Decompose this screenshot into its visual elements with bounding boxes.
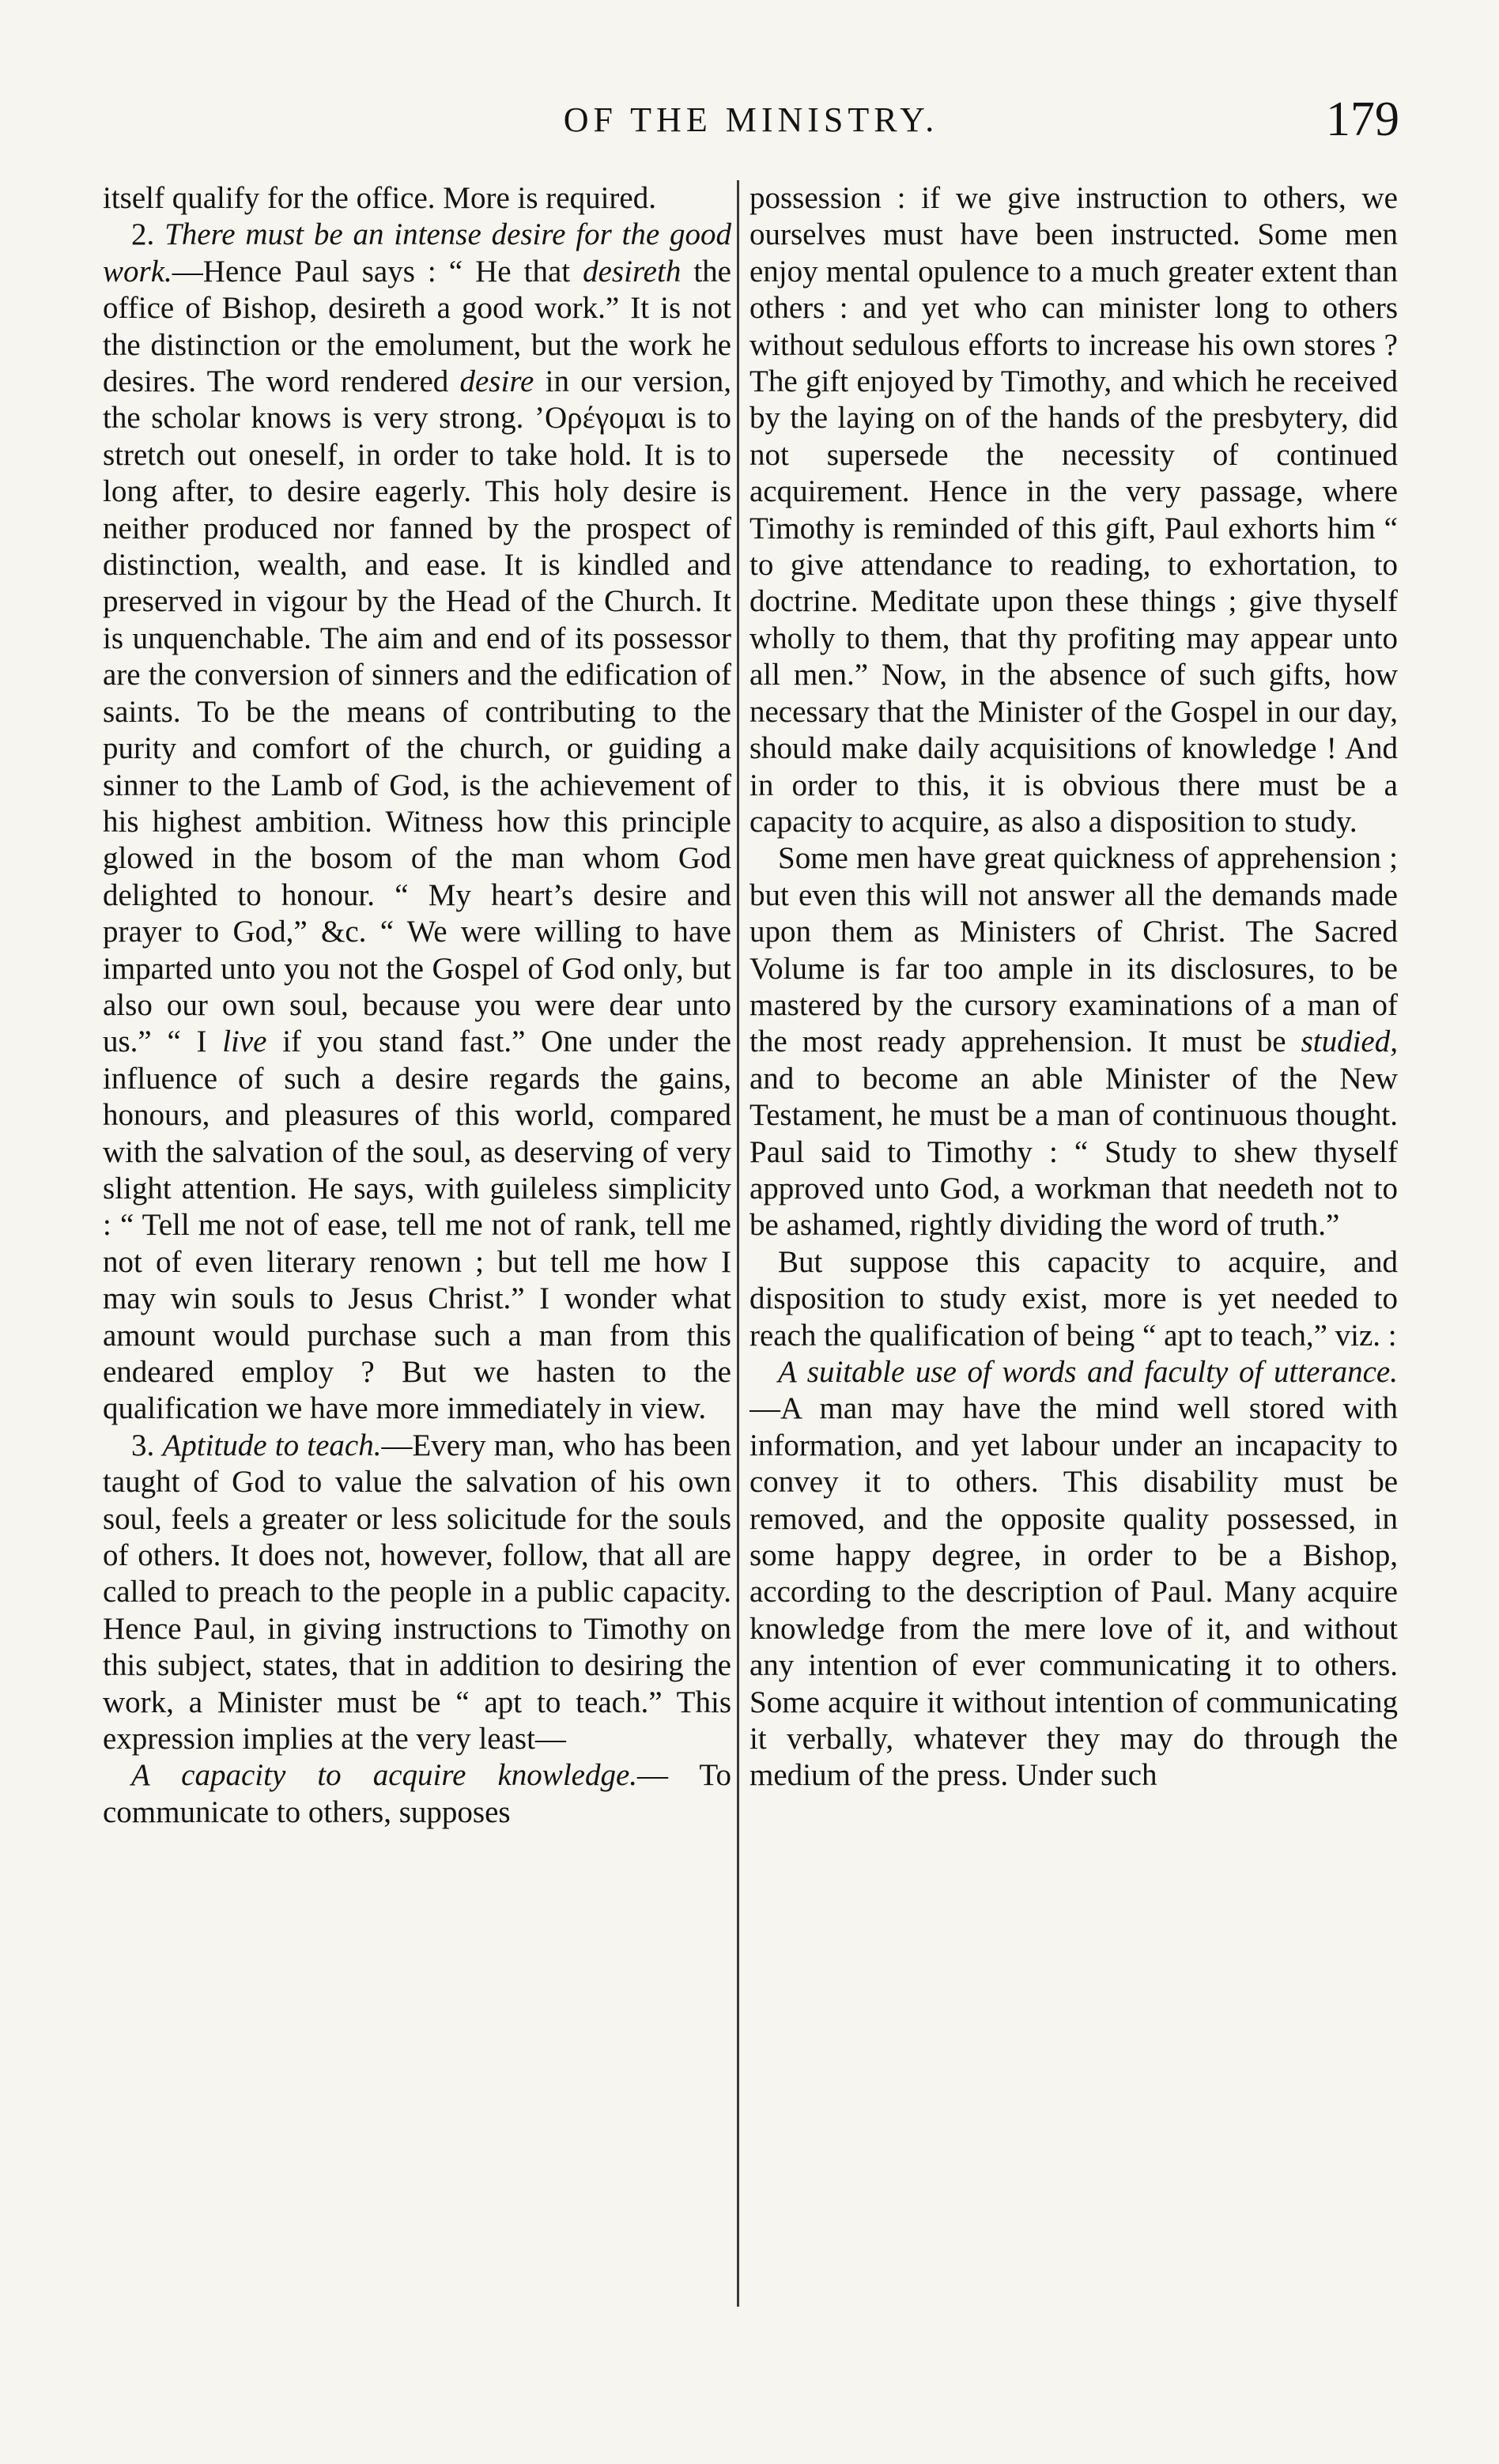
text-run: —Every man, who has been taught of God to value the salvation of his own soul, feels a greater or less solicitude for the souls of others. It does not, however, follow, that all are called to preach to the people in a public capacity. Hence Paul, in giving instructions to Timothy on this subject, states, that in addition to desiring the work, a Minister must be “ apt to teach.” This expression implies at the very least— <box>103 1428 731 1756</box>
section-heading: Aptitude to teach. <box>162 1428 382 1462</box>
left-column <box>103 180 731 2330</box>
text-run: —Hence Paul says : “ He that <box>172 254 583 289</box>
text-run: possession : if we give instruction to others, we ourselves must have been instructed. Some men enjoy mental opulence to a much greater extent than others : and yet who can minister long to others without sedulous efforts to increase his own stores ? The gift enjoyed by Timothy, and which he received by the laying on of the hands of the presbytery, did not supersede the necessity of continued acquirement. Hence in the very passage, where Timothy is reminded of this gift, Paul exhorts him “ to give attendance to reading, to exhortation, to doctrine. Meditate upon these things ; give thyself wholly to them, that thy profiting may appear unto all men.” Now, in the absence of such gifts, how necessary that the Minister of the Gospel in our day, should make daily acquisitions of knowledge ! And in order to this, it is obvious there must be a capacity to acquire, as also a disposition to study. <box>750 181 1398 839</box>
paragraph <box>750 1244 1398 1354</box>
right-column <box>750 180 1398 2330</box>
text-run: — To communicate to others, supposes <box>103 1758 731 1829</box>
running-title: OF THE MINISTRY. <box>563 100 939 139</box>
section-number: 3. <box>131 1428 155 1462</box>
paragraph <box>750 1354 1398 1794</box>
column-divider <box>737 180 739 2307</box>
emphasis: studied, <box>1301 1024 1398 1059</box>
emphasis: live <box>222 1024 267 1059</box>
text-run: and to become an able Minister of the New Testament, he must be a man of continuous thought. Paul said to Timothy : “ Study to shew thyself approved unto God, a workman that needeth not to be ashamed, rightly dividing the word of truth.” <box>750 1061 1398 1243</box>
text-run: —A man may have the mind well stored with information, and yet labour under an incapacity to convey it to others. This disability must be removed, and the opposite quality possessed, in some happy degree, in order to be a Bishop, according to the description of Paul. Many acquire knowledge from the mere love of it, and without any intention of ever communicating it to others. Some acquire it without intention of communicating it verbally, whatever they may do through the medium of the press. Under such <box>750 1391 1398 1793</box>
paragraph <box>103 217 731 1427</box>
text-run: itself qualify for the office. More is required. <box>103 181 656 215</box>
text-run: if you stand fast.” One under the influence of such a desire regards the gains, honours, and pleasures of this world, compared with the salvation of the soul, as deserving of very slight attention. He says, with guileless simplicity : “ Tell me not of ease, tell me not of rank, tell me not of even literary renown ; but tell me how I may win souls to Jesus Christ.” I wonder what amount would purchase such a man from this endeared employ ? But we hasten to the qualification we have more immediately in view. <box>103 1024 731 1426</box>
paragraph <box>103 1428 731 1758</box>
page-number: 179 <box>1326 92 1399 146</box>
text-run: the office of Bishop, desireth a good work.” It is not the distinction or the emolument, but the work he desires. The word rendered <box>103 254 731 399</box>
paragraph <box>103 180 731 217</box>
text-run: But suppose this capacity to acquire, and disposition to study exist, more is yet needed to reach the qualification of being “ apt to teach,” viz. : <box>750 1244 1398 1353</box>
section-number: 2. <box>131 217 155 252</box>
emphasis: desire <box>459 364 534 399</box>
section-heading: There must be an intense desire for the good work. <box>103 217 731 289</box>
subsection-heading: A suitable use of words and faculty of utterance. <box>778 1355 1398 1389</box>
paragraph <box>750 180 1398 840</box>
emphasis: desireth <box>583 254 682 289</box>
text-run: Some men have great quickness of apprehension ; but even this will not answer all the demands made upon them as Ministers of Christ. The Sacred Volume is far too ample in its disclosures, to be mastered by the cursory examinations of a man of the most ready apprehension. It must be <box>750 841 1398 1059</box>
paragraph <box>103 1757 731 1831</box>
page-header <box>103 92 1399 160</box>
text-run: in our version, the scholar knows is very strong. ’Ορέγομαι is to stretch out oneself, in order to take hold. It is to long after, to desire eagerly. This holy desire is neither produced nor fanned by the prospect of distinction, wealth, and ease. It is kindled and preserved in vigour by the Head of the Church. It is unquenchable. The aim and end of its possessor are the conversion of sinners and the edification of saints. To be the means of contributing to the purity and comfort of the church, or guiding a sinner to the Lamb of God, is the achievement of his highest ambition. Witness how this principle glowed in the bosom of the man whom God delighted to honour. “ My heart’s desire and prayer to God,” &c. “ We were willing to have imparted unto you not the Gospel of God only, but also our own soul, because you were dear unto us.” “ I <box>103 364 731 1059</box>
subsection-heading: A capacity to acquire knowledge. <box>131 1758 638 1793</box>
paragraph <box>750 840 1398 1243</box>
